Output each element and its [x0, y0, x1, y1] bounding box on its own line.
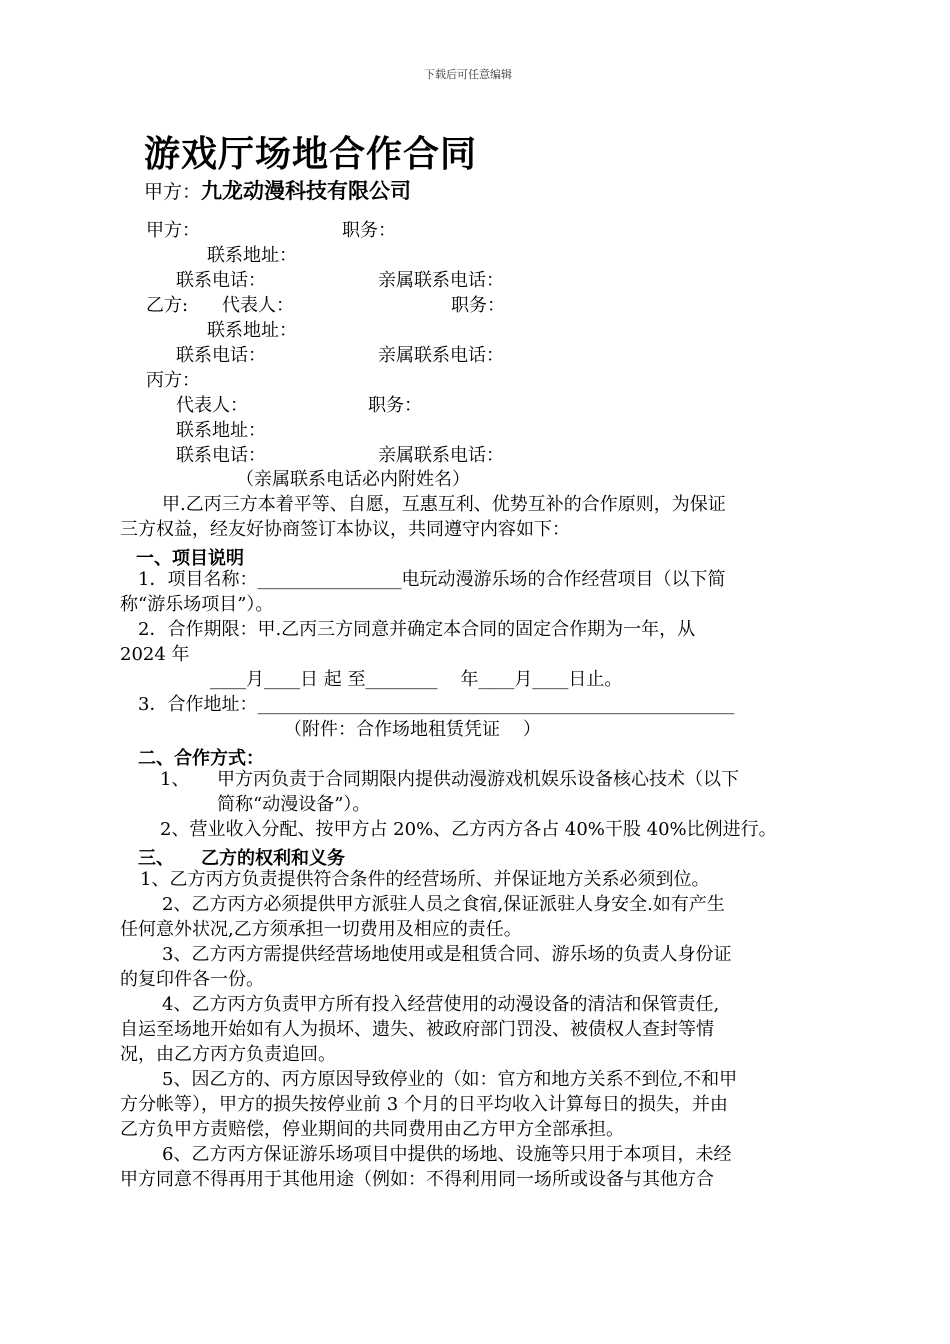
b-address: 联系地址： — [207, 320, 297, 341]
party-a-line — [144, 175, 411, 205]
s3-p6-line2: 甲方同意不得再用于其他用途（例如：不得利用同一场所或设备与其他方合 — [120, 1169, 714, 1190]
a-address: 联系地址： — [207, 245, 297, 266]
b-phone: 联系电话： — [176, 345, 266, 366]
a-phone: 联系电话： — [176, 270, 266, 291]
s2-item1-line1: 甲方丙负责于合同期限内提供动漫游戏机娱乐设备核心技术（以下 — [217, 769, 739, 790]
s1-item2-line2: 2024 年 — [120, 644, 190, 665]
s3-p2-line1: 2、乙方丙方必须提供甲方派驻人员之食宿,保证派驻人身安全.如有产生 — [162, 894, 725, 915]
s1-item2-line1: 2．合作期限：甲.乙丙三方同意并确定本合同的固定合作期为一年，从 — [138, 619, 696, 640]
s3-p4-line1: 4、乙方丙方负责甲方所有投入经营使用的动漫设备的清洁和保管责任, — [162, 994, 720, 1015]
c-rep: 代表人： — [176, 395, 248, 416]
s2-item2: 2、营业收入分配、按甲方占 20%、乙方丙方各占 40%干股 40%比例进行。 — [160, 819, 777, 840]
c-position: 职务： — [368, 395, 422, 416]
c-phone: 联系电话： — [176, 445, 266, 466]
c-label: 丙方： — [146, 370, 200, 391]
s1-item3: 3．合作地址：_____________________________________________________ — [138, 694, 735, 715]
contract-title: 游戏厅场地合作合同 — [144, 134, 478, 175]
s3-p5-line2: 方分帐等），甲方的损失按停业前 3 个月的日平均收入计算每日的损失，并由 — [120, 1094, 728, 1115]
s3-p4-line2: 自运至场地开始如有人为损坏、遗失、被政府部门罚没、被债权人查封等情 — [120, 1019, 714, 1040]
s3-p1: 1、乙方丙方负责提供符合条件的经营场所、并保证地方关系必须到位。 — [140, 869, 710, 890]
section-1-heading: 一、项目说明 — [136, 548, 244, 569]
s1-item1-line2: 称“游乐场项目”）。 — [120, 594, 274, 615]
b-position: 职务： — [451, 295, 505, 316]
a-position: 职务： — [342, 220, 396, 241]
s3-p5-line1: 5、因乙方的、丙方原因导致停业的（如：官方和地方关系不到位,不和甲 — [162, 1069, 738, 1090]
s2-item1-num: 1、 — [160, 769, 190, 790]
s1-item1-line1: 1．项目名称：________________电玩动漫游乐场的合作经营项目（以下简 — [138, 569, 726, 590]
section-3-heading-text: 乙方的权利和义务 — [201, 848, 345, 869]
intro-line-2: 三方权益，经友好协商签订本协议，共同遵守内容如下： — [120, 519, 570, 540]
party-a-name: 九龙动漫科技有限公司 — [201, 179, 412, 203]
a-label: 甲方： — [146, 220, 200, 241]
party-a-prefix: 甲方： — [144, 181, 202, 203]
s1-item3-note: （附件：合作场地租赁凭证 ） — [284, 719, 541, 740]
s3-p2-line2: 任何意外状况,乙方须承担一切费用及相应的责任。 — [120, 919, 522, 940]
c-address: 联系地址： — [176, 420, 266, 441]
section-2-heading: 二、合作方式： — [138, 748, 264, 769]
intro-line-1: 甲.乙丙三方本着平等、自愿，互惠互利、优势互补的合作原则，为保证 — [162, 494, 726, 515]
s2-item1-line2: 简称“动漫设备”）。 — [217, 794, 371, 815]
header-note: 下载后可任意编辑 — [424, 68, 512, 81]
section-3-heading-num: 三、 — [138, 848, 174, 869]
c-relative-phone: 亲属联系电话： — [378, 445, 504, 466]
b-rep: 代表人： — [222, 295, 294, 316]
relative-phone-note: （亲属联系电话必内附姓名） — [236, 469, 470, 490]
s1-item2-line3: ____月____日 起 至________ 年____月____日止。 — [210, 669, 623, 690]
a-relative-phone: 亲属联系电话： — [378, 270, 504, 291]
s3-p3-line1: 3、乙方丙方需提供经营场地使用或是租赁合同、游乐场的负责人身份证 — [162, 944, 732, 965]
s3-p3-line2: 的复印件各一份。 — [120, 969, 264, 990]
b-label: 乙方: — [146, 295, 189, 316]
s3-p4-line3: 况，由乙方丙方负责追回。 — [120, 1044, 336, 1065]
b-relative-phone: 亲属联系电话： — [378, 345, 504, 366]
s3-p5-line3: 乙方负甲方责赔偿，停业期间的共同费用由乙方甲方全部承担。 — [120, 1119, 624, 1140]
s3-p6-line1: 6、乙方丙方保证游乐场项目中提供的场地、设施等只用于本项目，未经 — [162, 1144, 732, 1165]
